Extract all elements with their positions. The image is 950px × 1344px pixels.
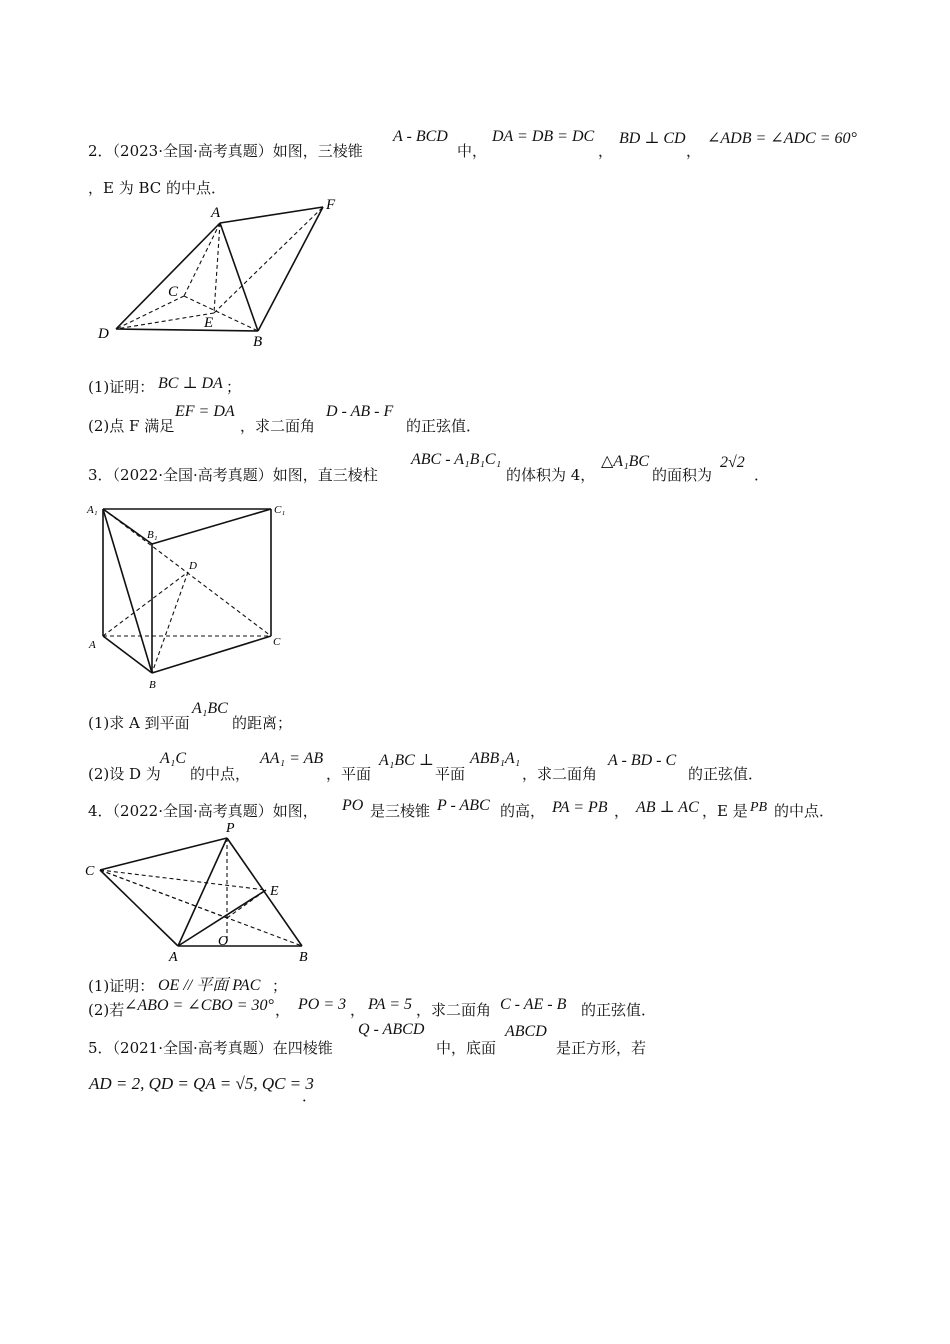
- problem-source: （2022·全国·高考真题）: [112, 802, 273, 820]
- math-expr: ABCD: [505, 1023, 547, 1040]
- problem-5-header: [88, 1038, 333, 1058]
- problem-text: ，求二面角: [416, 1001, 492, 1019]
- problem-text: 的正弦值．: [581, 1001, 657, 1019]
- label-d: D: [189, 560, 197, 572]
- problem-text: 如图，: [272, 802, 318, 820]
- label-e: E: [270, 884, 279, 899]
- question-2: (2)设 D 为: [88, 765, 161, 783]
- problem-text: ；: [272, 977, 288, 995]
- problem-text: 的面积为: [652, 466, 713, 484]
- problem-text: ，平面: [326, 765, 372, 783]
- figure-prism: [85, 498, 295, 693]
- problem-text: ，: [598, 142, 614, 160]
- label-a: A: [169, 950, 178, 965]
- label-b1: B₁: [147, 529, 158, 541]
- problem-number: 5．: [88, 1039, 113, 1057]
- problem-number: 2．: [88, 142, 113, 160]
- math-expr: PA = 5: [368, 996, 412, 1013]
- problem-text: 在四棱锥: [272, 1039, 333, 1057]
- math-expr: PA = PB: [552, 799, 608, 816]
- question-1: (1)求 A 到平面: [88, 714, 190, 732]
- figure-pyramid-abcd: [90, 195, 350, 350]
- math-expr: AA₁ = AB: [260, 750, 324, 767]
- problem-source: （2021·全国·高考真题）: [112, 1039, 273, 1057]
- problem-source: （2023·全国·高考真题）: [112, 142, 273, 160]
- math-expr: AB ⊥ AC: [636, 799, 699, 816]
- label-o: O: [218, 934, 229, 949]
- question-1: (1)证明：: [88, 977, 155, 995]
- math-expr: ∠ABO = ∠CBO = 30°: [124, 997, 274, 1014]
- math-expr: A₁BC ⊥: [379, 752, 434, 769]
- question-2: (2)若: [88, 1001, 125, 1019]
- problem-text: ；: [226, 378, 242, 396]
- problem-text: 如图，三棱锥: [272, 142, 363, 160]
- math-expr: AD = 2, QD = QA = √5, QC = 3: [89, 1074, 314, 1093]
- label-e: E: [204, 315, 214, 331]
- math-expr: PB: [750, 800, 768, 815]
- math-expr: ABB₁A₁: [470, 750, 521, 767]
- math-expr: A₁BC: [192, 700, 228, 717]
- math-expr: 2√2: [720, 454, 745, 471]
- math-expr: P - ABC: [437, 797, 490, 814]
- math-expr: BD ⊥ CD: [619, 130, 686, 147]
- label-c1: C₁: [274, 504, 286, 516]
- math-expr: D - AB - F: [326, 403, 394, 420]
- problem-text: 的正弦值．: [688, 765, 764, 783]
- problem-text: ，E 是: [702, 802, 748, 820]
- problem-number: 4．: [88, 802, 113, 820]
- math-expr: ∠ADB = ∠ADC = 60°: [707, 130, 857, 147]
- problem-number: 3．: [88, 466, 113, 484]
- problem-text: ，: [350, 1001, 366, 1019]
- problem-text: 的中点，: [190, 765, 251, 783]
- label-p: P: [226, 821, 235, 836]
- problem-text: 中，: [457, 142, 488, 160]
- label-c: C: [168, 284, 179, 300]
- label-b: B: [149, 679, 156, 691]
- label-a: A: [89, 639, 96, 651]
- problem-text: ，E 为 BC 的中点．: [88, 179, 227, 197]
- math-expr: PO: [342, 797, 364, 814]
- question-1: (1)证明：: [88, 378, 155, 396]
- problem-text: 是三棱锥: [370, 802, 431, 820]
- label-b: B: [299, 950, 308, 965]
- problem-text: 的体积为 4，: [506, 466, 596, 484]
- math-expr: A₁C: [160, 750, 187, 767]
- math-expr: Q - ABCD: [358, 1021, 425, 1038]
- figure-pyramid-pabc: [80, 818, 320, 966]
- math-expr: OE // 平面 PAC: [158, 977, 261, 994]
- label-f: F: [326, 197, 336, 213]
- math-expr: BC ⊥ DA: [158, 375, 223, 392]
- label-c: C: [273, 636, 281, 648]
- problem-text: 是正方形，若: [556, 1039, 647, 1057]
- math-expr: DA = DB = DC: [492, 128, 595, 145]
- label-a: A: [211, 205, 221, 221]
- question-2: (2)点 F 满足: [88, 417, 175, 435]
- problem-text: 中，底面: [436, 1039, 497, 1057]
- math-expr: △A₁BC: [601, 453, 650, 470]
- problem-text: 的高，: [500, 802, 546, 820]
- math-expr: C - AE - B: [500, 996, 567, 1013]
- label-b: B: [253, 334, 263, 350]
- problem-3-header: [88, 465, 378, 485]
- math-expr: ABC - A₁B₁C₁: [411, 451, 502, 468]
- problem-text: ，: [614, 802, 630, 820]
- problem-text: 的中点．: [774, 802, 835, 820]
- problem-text: ，: [686, 142, 702, 160]
- label-d: D: [98, 326, 109, 342]
- math-expr: PO = 3: [298, 996, 347, 1013]
- problem-text: ．: [754, 466, 770, 484]
- math-expr: A - BCD: [393, 128, 448, 145]
- problem-source: （2022·全国·高考真题）: [112, 466, 273, 484]
- problem-text: ，: [275, 1001, 291, 1019]
- problem-text: ．: [302, 1087, 318, 1105]
- problem-text: 的距离；: [232, 714, 293, 732]
- problem-text: ，求二面角: [240, 417, 316, 435]
- problem-text: 的正弦值．: [406, 417, 482, 435]
- math-expr: A - BD - C: [608, 752, 677, 769]
- problem-text: 如图，直三棱柱: [272, 466, 378, 484]
- problem-2-header: [88, 141, 363, 161]
- label-a1: A₁: [87, 504, 98, 516]
- math-expr: EF = DA: [175, 403, 235, 420]
- label-c: C: [85, 864, 95, 879]
- problem-text: ，求二面角: [522, 765, 598, 783]
- problem-text: 平面: [435, 765, 466, 783]
